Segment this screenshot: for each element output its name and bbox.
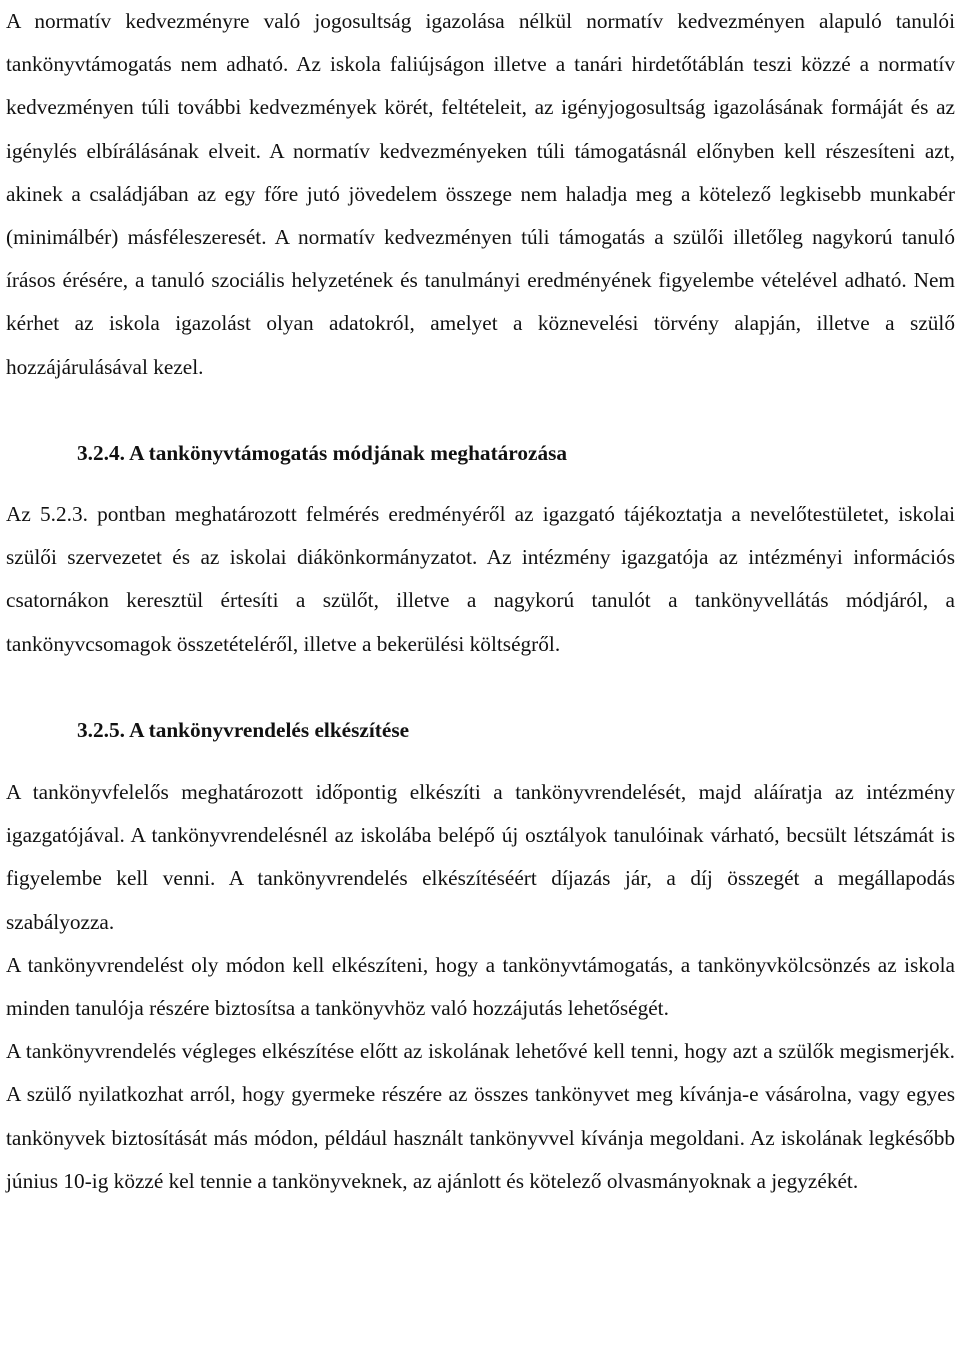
paragraph-support-method: Az 5.2.3. pontban meghatározott felmérés eredményéről az igazgató tájékoztatja a nevelőtestületet, iskolai szülői szervezetet és az iskolai diákönkormányzatot. Az intézmény igazgatója az intézményi információs csatornákon keresztül értesíti a szülőt, illetve a nagykorú tanulót a tankönyvellátás módjáról, a tankönyvcsomagok összetételéről, illetve a bekerülési költségről. bbox=[6, 502, 955, 656]
section-heading-3-2-4: 3.2.4. A tankönyvtámogatás módjának meghatározása bbox=[77, 440, 568, 465]
paragraph-normative-support: A normatív kedvezményre való jogosultság igazolása nélkül normatív kedvezményen alapuló tanulói tankönyvtámogatás nem adható. Az iskola faliújságon illetve a tanári hirdetőtáblán teszi közzé a normatív kedvezményen túli további kedvezmények körét, feltételeit, az igényjogosultság igazolásának formáját és az igénylés elbírálásának elveit. A normatív kedvezményeken túli támogatásnál előnyben kell részesíteni azt, akinek a családjában az egy főre jutó jövedelem összege nem haladja meg a kötelező legkisebb munkabér (minimálbér) másféleszeresét. A normatív kedvezményen túli támogatás a szülői illetőleg nagykorú tanuló írásos érésére, a tanuló szociális helyzetének és tanulmányi eredményének figyelembe vételével adható. Nem kérhet az iskola igazolást olyan adatokról, amelyet a köznevelési törvény alapján, illetve a szülő hozzájárulásával kezel. bbox=[6, 9, 955, 379]
document-page bbox=[6, 0, 955, 1203]
paragraph-order-preparation: A tankönyvfelelős meghatározott időpontig elkészíti a tankönyvrendelését, majd aláíratja az intézmény igazgatójával. A tankönyvrendelésnél az iskolába belépő új osztályok tanulóinak várható, becsült létszámát is figyelembe kell venni. A tankönyvrendelés elkészítéséért díjazás jár, a díj összegét a megállapodás szabályozza. bbox=[6, 780, 955, 934]
paragraph-parent-review: A tankönyvrendelés végleges elkészítése előtt az iskolának lehetővé kell tenni, hogy azt a szülők megismerjék. A szülő nyilatkozhat arról, hogy gyermeke részére az összes tankönyvet meg kívánja-e vásárolna, vagy egyes tankönyvek biztosítását más módon, például használt tankönyvvel kívánja megoldani. Az iskolának legkésőbb június 10-ig közzé kel tennie a tankönyveknek, az ajánlott és kötelező olvasmányoknak a jegyzékét. bbox=[6, 1039, 955, 1193]
section-heading-3-2-5: 3.2.5. A tankönyvrendelés elkészítése bbox=[77, 717, 410, 742]
paragraph-order-method: A tankönyvrendelést oly módon kell elkészíteni, hogy a tankönyvtámogatás, a tankönyvkölcsönzés az iskola minden tanulója részére biztosítsa a tankönyvhöz való hozzájutás lehetőségét. bbox=[6, 952, 955, 1021]
